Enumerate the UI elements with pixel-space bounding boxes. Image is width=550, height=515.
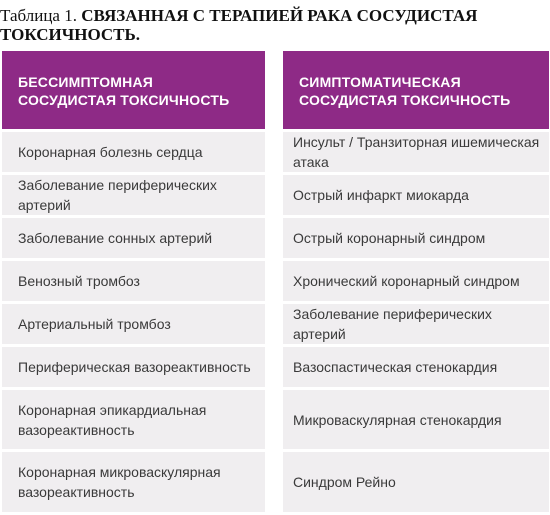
asymptomatic-header: БЕССИМПТОМНАЯ СОСУДИСТАЯ ТОКСИЧНОСТЬ <box>2 51 265 129</box>
table-cell: Микроваскулярная стенокардия <box>283 390 549 449</box>
table-cell: Заболевание сонных артерий <box>2 218 265 258</box>
symptomatic-rows <box>283 132 549 512</box>
table-cell: Венозный тромбоз <box>2 261 265 301</box>
table-cell: Коронарная болезнь сердца <box>2 132 265 172</box>
asymptomatic-rows <box>2 132 265 512</box>
table-cell: Периферическая вазореактивность <box>2 347 265 387</box>
caption-prefix: Таблица 1. <box>0 6 82 25</box>
table-cell: Острый коронарный синдром <box>283 218 549 258</box>
table-cell: Синдром Рейно <box>283 452 549 512</box>
table-cell: Заболевание периферических артерий <box>2 175 265 215</box>
symptomatic-column <box>283 51 549 515</box>
table-cell: Коронарная микроваскулярная вазореактивность <box>2 452 265 512</box>
table-cell: Хронический коронарный синдром <box>283 261 549 301</box>
table-cell: Острый инфаркт миокарда <box>283 175 549 215</box>
table-cell: Инсульт / Транзиторная ишемическая атака <box>283 132 549 172</box>
table-cell: Заболевание периферических артерий <box>283 304 549 344</box>
table-cell: Коронарная эпикардиальная вазореактивность <box>2 390 265 449</box>
table-cell: Артериальный тромбоз <box>2 304 265 344</box>
asymptomatic-column <box>2 51 265 515</box>
table-cell: Вазоспастическая стенокардия <box>283 347 549 387</box>
caption-title: СВЯЗАННАЯ С ТЕРАПИЕЙ РАКА СОСУДИСТАЯ ТОКСИЧНОСТЬ. <box>0 6 478 44</box>
symptomatic-header: СИМПТОМАТИЧЕСКАЯ СОСУДИСТАЯ ТОКСИЧНОСТЬ <box>283 51 549 129</box>
table-caption <box>0 6 548 44</box>
